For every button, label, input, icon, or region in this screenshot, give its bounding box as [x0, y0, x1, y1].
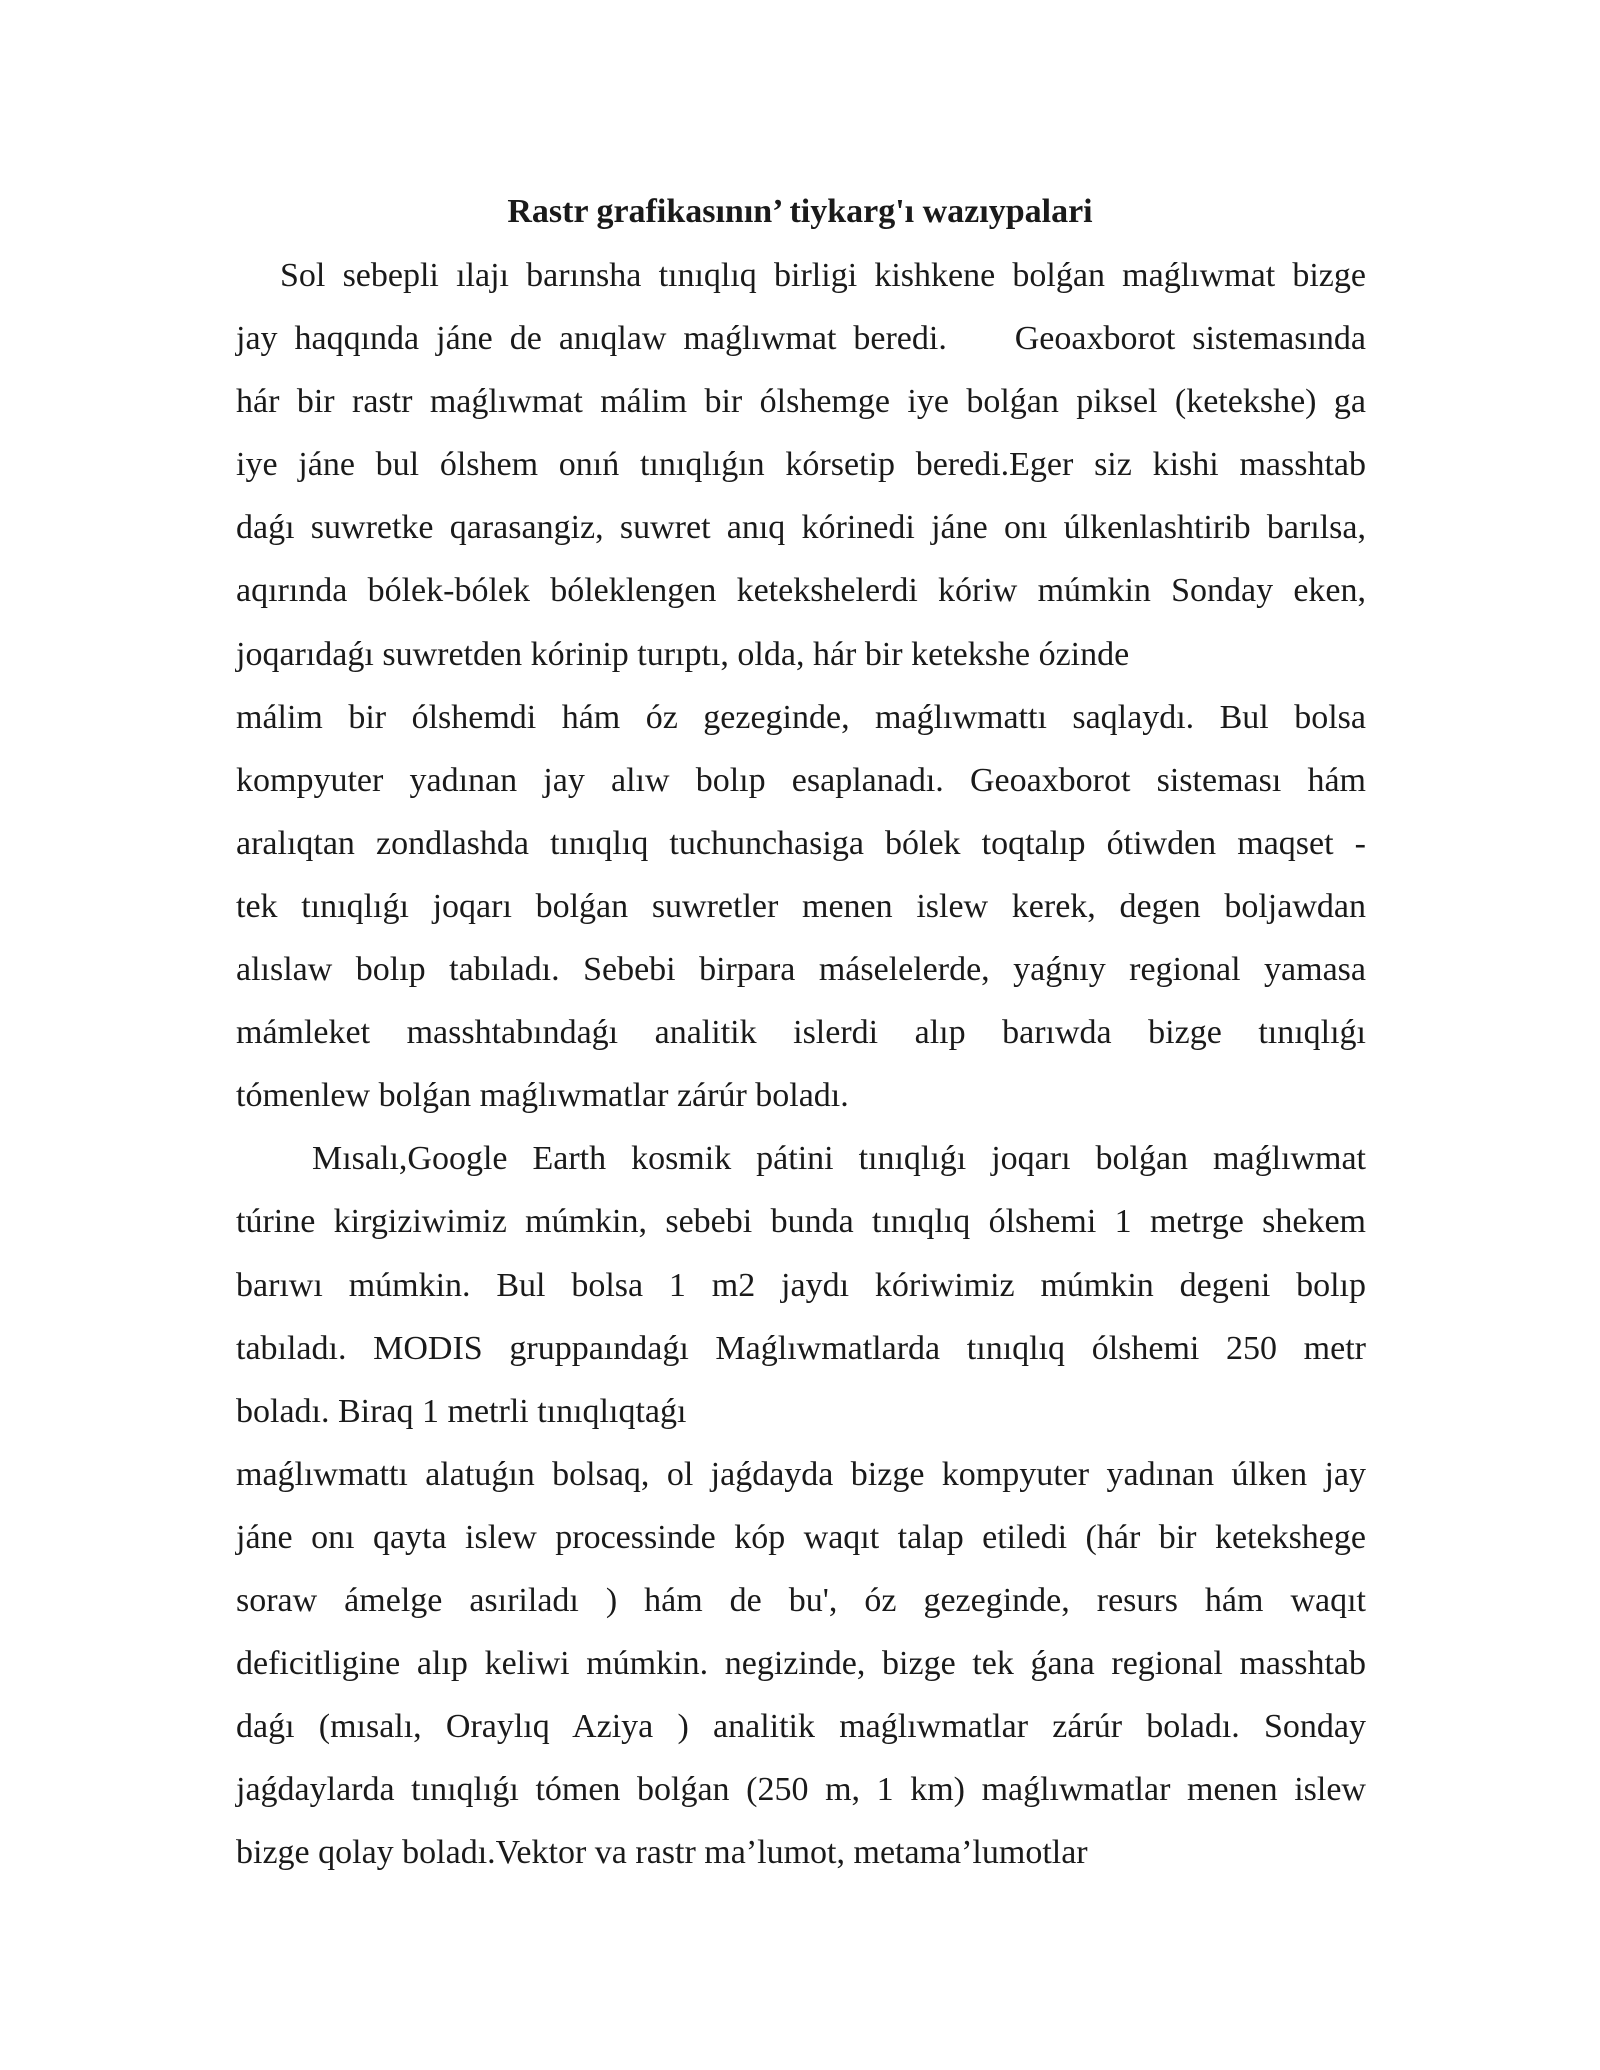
- text-line: túrine kirgiziwimiz múmkin, sebebi bunda tınıqlıq ólshemi 1 metrge shekem: [236, 1203, 1366, 1241]
- text-line: hár bir rastr maǵlıwmat málim bir ólshemge iye bolǵan piksel (ketekshe) ga: [236, 383, 1366, 421]
- text-line: málim bir ólshemdi hám óz gezeginde, maǵlıwmattı saqlaydı. Bul bolsa: [236, 698, 1366, 736]
- text-line: mámleket masshtabındaǵı analitik islerdi alıp barıwda bizge tınıqlıǵı: [236, 1014, 1366, 1052]
- text-line: Mısalı,Google Earth kosmik pátini tınıqlıǵı joqarı bolǵan maǵlıwmat: [312, 1140, 1366, 1178]
- text-line: joqarıdaǵı suwretden kórinip turıptı, olda, hár bir ketekshe ózinde: [236, 635, 1130, 673]
- text-line: deficitligine alıp keliwi múmkin. negizinde, bizge tek ǵana regional masshtab: [236, 1645, 1366, 1683]
- text-line: boladı. Biraq 1 metrli tınıqlıqtaǵı: [236, 1392, 687, 1430]
- text-line: jáne onı qayta islew processinde kóp waqıt talap etiledi (hár bir ketekshege: [236, 1518, 1366, 1556]
- text-line: jay haqqında jáne de anıqlaw maǵlıwmat beredi. Geoaxborot sistemasında: [236, 320, 1366, 358]
- document-body: [236, 244, 1366, 1884]
- text-line: daǵı (mısalı, Oraylıq Aziya ) analitik maǵlıwmatlar zárúr boladı. Sonday: [236, 1708, 1366, 1746]
- text-line: daǵı suwretke qarasangiz, suwret anıq kórinedi jáne onı úlkenlashtirib barılsa,: [236, 509, 1366, 547]
- text-line: barıwı múmkin. Bul bolsa 1 m2 jaydı kóriwimiz múmkin degeni bolıp: [236, 1266, 1366, 1304]
- document-title: Rastr grafikasının’ tiykarg'ı wazıypalari: [507, 193, 1093, 230]
- text-line: tómenlew bolǵan maǵlıwmatlar zárúr boladı.: [236, 1077, 849, 1115]
- text-line: Sol sebepli ılajı barınsha tınıqlıq birligi kishkene bolǵan maǵlıwmat bizge: [280, 257, 1366, 294]
- text-line: bizge qolay boladı.Vektor va rastr ma’lumot, metama’lumotlar: [236, 1834, 1088, 1872]
- text-line: jaǵdaylarda tınıqlıǵı tómen bolǵan (250 m, 1 km) maǵlıwmatlar menen islew: [236, 1771, 1366, 1809]
- text-line: tabıladı. MODIS gruppaındaǵı Maǵlıwmatlarda tınıqlıq ólshemi 250 metr: [236, 1329, 1366, 1367]
- text-line: maǵlıwmattı alatuǵın bolsaq, ol jaǵdayda bizge kompyuter yadınan úlken jay: [236, 1455, 1366, 1493]
- text-line: soraw ámelge asıriladı ) hám de bu', óz gezeginde, resurs hám waqıt: [236, 1581, 1366, 1619]
- text-line: aqırında bólek-bólek bóleklengen ketekshelerdi kóriw múmkin Sonday eken,: [236, 572, 1366, 610]
- text-line: alıslaw bolıp tabıladı. Sebebi birpara máselelerde, yaǵnıy regional yamasa: [236, 951, 1366, 989]
- text-line: iye jáne bul ólshem onıń tınıqlıǵın kórsetip beredi.Eger siz kishi masshtab: [236, 446, 1366, 484]
- text-line: aralıqtan zondlashda tınıqlıq tuchunchasiga bólek toqtalıp ótiwden maqset -: [236, 824, 1366, 862]
- text-line: kompyuter yadınan jay alıw bolıp esaplanadı. Geoaxborot sisteması hám: [236, 761, 1366, 799]
- text-line: tek tınıqlıǵı joqarı bolǵan suwretler menen islew kerek, degen boljawdan: [236, 887, 1366, 925]
